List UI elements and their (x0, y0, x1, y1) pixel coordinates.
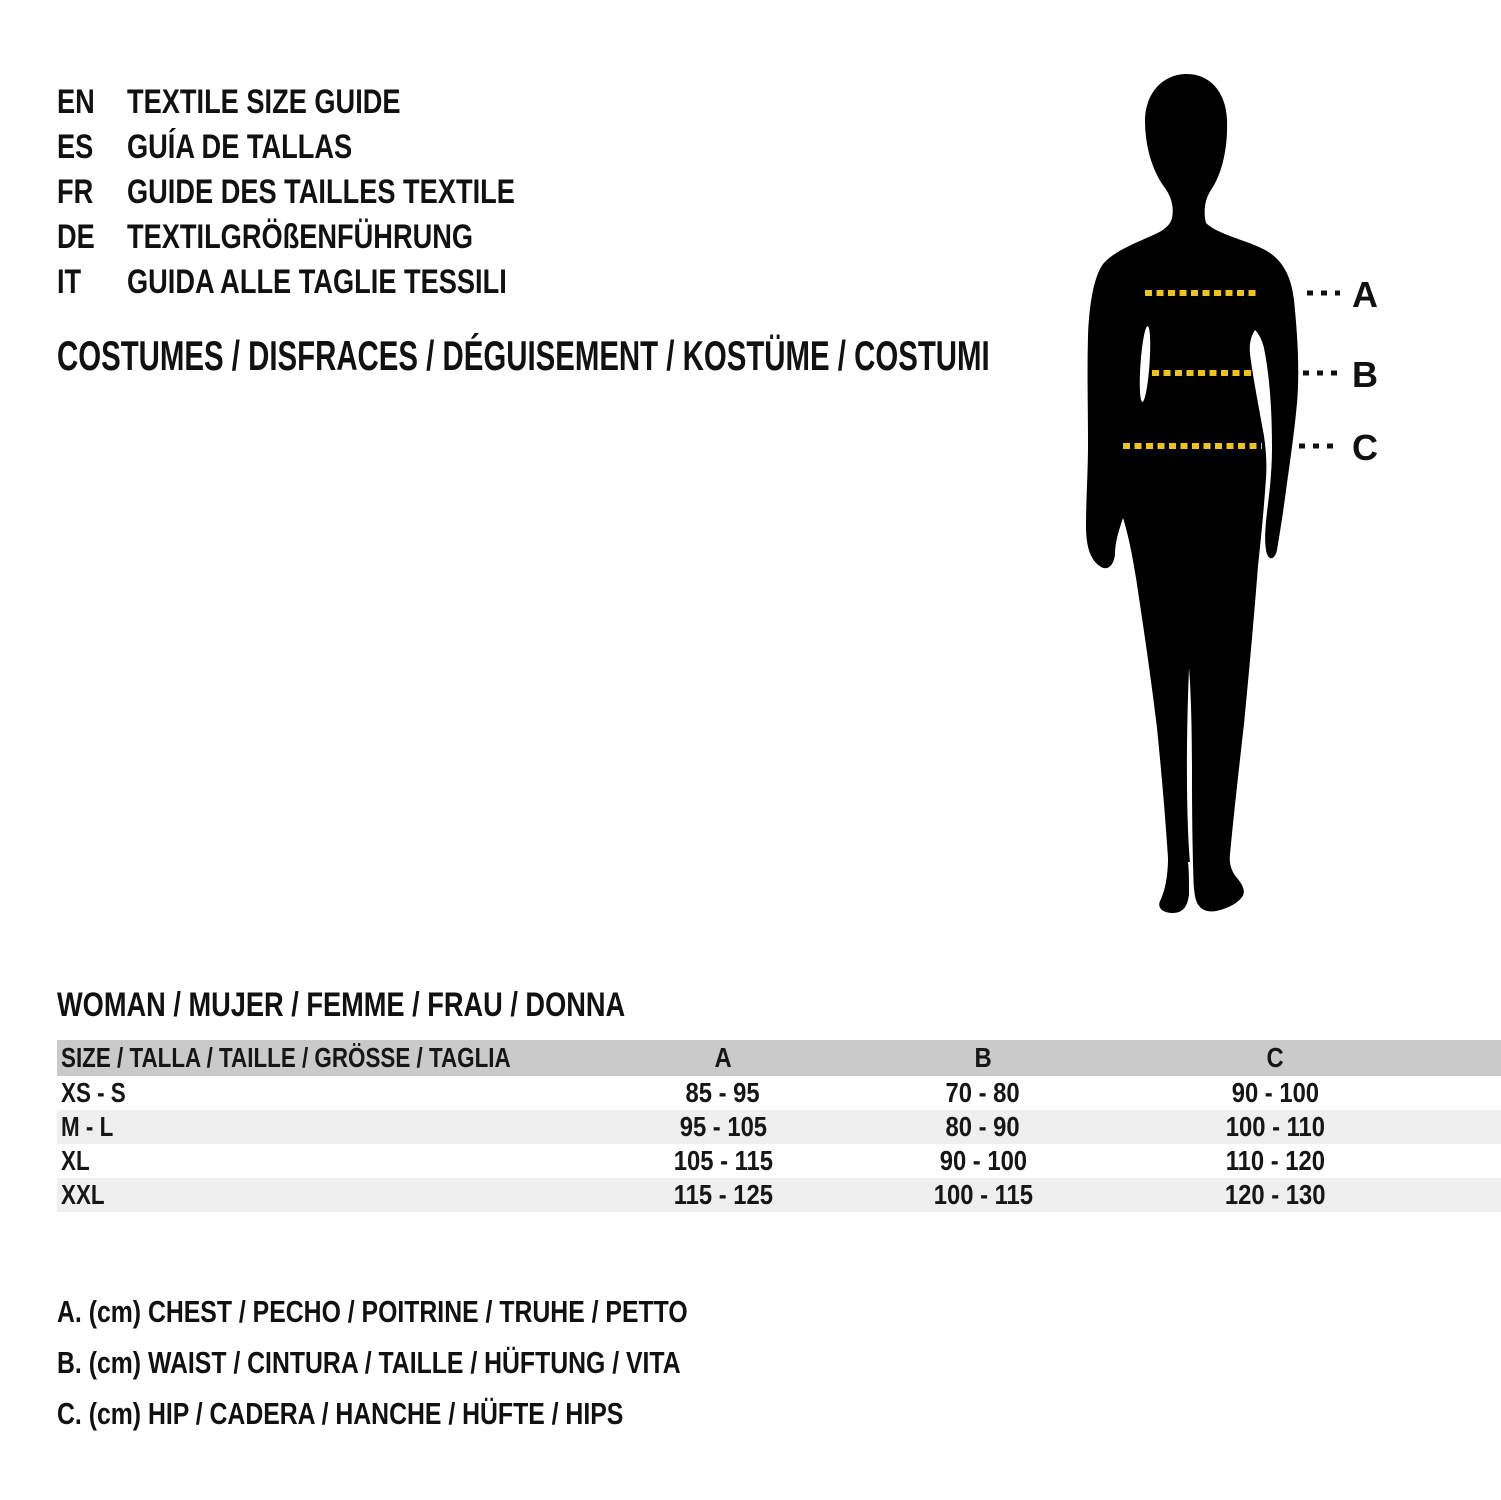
woman-silhouette (1086, 74, 1298, 913)
size-cell: XL (61, 1145, 90, 1176)
column-header-b: B (974, 1042, 992, 1073)
language-code: EN (57, 83, 95, 121)
language-row (57, 170, 612, 215)
marker-label-c: C (1352, 427, 1378, 468)
language-row (57, 125, 408, 170)
language-label: TEXTILE SIZE GUIDE (127, 83, 401, 121)
language-row (57, 215, 560, 260)
language-code: IT (57, 263, 82, 301)
chest-range-cell: 105 - 115 (673, 1145, 773, 1176)
waist-range-cell: 90 - 100 (939, 1145, 1027, 1176)
column-header-c: C (1266, 1042, 1284, 1073)
marker-label-b: B (1352, 354, 1378, 395)
waist-range-cell: 100 - 115 (933, 1179, 1033, 1210)
table-row (57, 1076, 1501, 1110)
marker-label-a: A (1352, 274, 1378, 315)
category-title: COSTUMES / DISFRACES / DÉGUISEMENT / KOSTÜME / COSTUMI (57, 332, 990, 379)
hip-range-cell: 110 - 120 (1225, 1145, 1325, 1176)
hip-range-cell: 120 - 130 (1224, 1179, 1326, 1210)
size-cell: XS - S (61, 1077, 126, 1108)
waist-range-cell: 70 - 80 (945, 1077, 1021, 1108)
language-code: FR (57, 173, 94, 211)
table-row (57, 1178, 1501, 1212)
language-code: ES (57, 128, 94, 166)
size-cell: M - L (61, 1111, 114, 1142)
language-label: GUIDE DES TAILLES TEXTILE (127, 173, 515, 211)
hip-range-cell: 90 - 100 (1231, 1077, 1319, 1108)
table-row (57, 1144, 1501, 1178)
waist-range-cell: 80 - 90 (945, 1111, 1021, 1142)
table-row (57, 1110, 1501, 1144)
hip-range-cell: 100 - 110 (1225, 1111, 1325, 1142)
language-row (57, 260, 602, 305)
legend-waist: B. (cm) WAIST / CINTURA / TAILLE / HÜFTUNG / VITA (57, 1345, 681, 1380)
size-column-header: SIZE / TALLA / TAILLE / GRÖSSE / TAGLIA (61, 1042, 511, 1073)
size-cell: XXL (61, 1179, 105, 1210)
legend-hip: C. (cm) HIP / CADERA / HANCHE / HÜFTE / HIPS (57, 1396, 624, 1431)
chest-range-cell: 85 - 95 (685, 1077, 761, 1108)
chest-range-cell: 115 - 125 (673, 1179, 773, 1210)
language-label: GUIDA ALLE TAGLIE TESSILI (127, 263, 507, 301)
language-label: TEXTILGRÖßENFÜHRUNG (127, 218, 474, 256)
language-label: GUÍA DE TALLAS (127, 128, 353, 166)
group-title: WOMAN / MUJER / FEMME / FRAU / DONNA (57, 986, 626, 1024)
column-header-a: A (714, 1042, 732, 1073)
woman-silhouette-figure (1075, 68, 1345, 918)
size-table (57, 1040, 1501, 1212)
size-table-header-row (57, 1040, 1501, 1076)
legend-chest: A. (cm) CHEST / PECHO / POITRINE / TRUHE / PETTO (57, 1294, 688, 1329)
language-row (57, 80, 469, 125)
language-code: DE (57, 218, 95, 256)
chest-range-cell: 95 - 105 (679, 1111, 767, 1142)
